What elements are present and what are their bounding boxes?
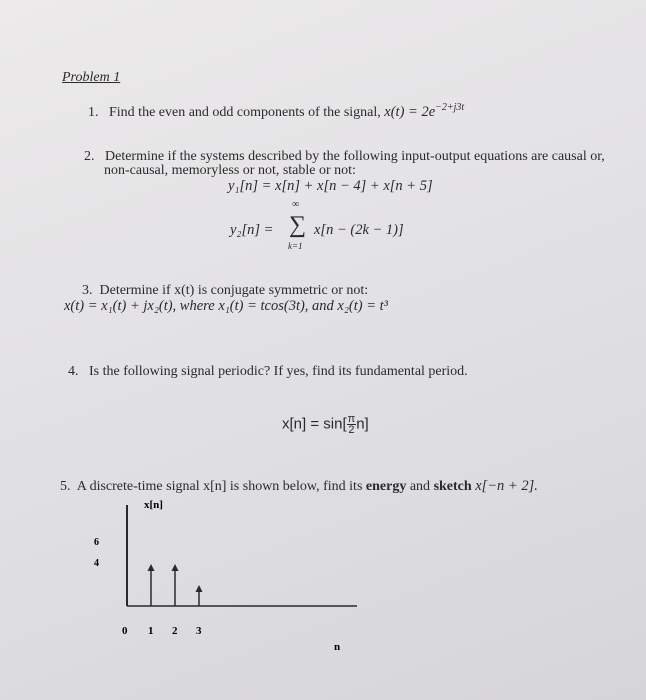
- q1-text: Find the even and odd components of the signal,: [109, 104, 381, 120]
- question-3: [82, 283, 368, 299]
- q3-number: 3.: [82, 283, 93, 298]
- q3-equation: x(t) = x₁(t) + jx₂(t), where x₁(t) = tcos(3t), and x₂(t) = t³: [64, 298, 389, 314]
- q5-expression: x[−n + 2].: [475, 478, 538, 494]
- problem-title: Problem 1: [62, 70, 121, 85]
- q4-equation: x[n] = sin[ $\frac{\pi}{2}$ n]: [282, 413, 369, 436]
- q5-and: and: [409, 479, 431, 494]
- question-5: [60, 478, 538, 495]
- q2-equation-y2-lhs: y₂[n] =: [230, 222, 274, 238]
- q4-number: 4.: [68, 364, 79, 379]
- q4-fraction: $\frac{\pi}{2}$: [347, 413, 356, 436]
- q1-exponent: −2+j3t: [435, 102, 465, 113]
- q2-equation-y2-rhs: x[n − (2k − 1)]: [314, 222, 404, 238]
- q2-sum-sigma: ∑: [289, 212, 307, 238]
- q2-equation-y1: y₁[n] = x[n] + x[n − 4] + x[n + 5]: [228, 178, 433, 194]
- q5-energy: energy: [365, 479, 407, 494]
- stem-arrow-n3: [196, 585, 203, 592]
- x-tick-label: 2: [172, 625, 178, 637]
- stem-arrow-n1: [148, 564, 155, 571]
- q2-text-line1: Determine if the systems described by the following input-output equations are causal or,: [105, 149, 605, 164]
- plot-ylabel: x[n]: [144, 499, 163, 511]
- question-1: [88, 102, 464, 121]
- q5-text: A discrete-time signal x[n] is shown below, find its: [76, 479, 363, 494]
- question-4: [68, 364, 468, 380]
- stem-arrow-n2: [172, 564, 179, 571]
- q1-equation: $x(t) = 2e^{-2+j3t}$: [384, 102, 465, 120]
- plot-xlabel: n: [334, 641, 341, 653]
- y-tick-label: 4: [94, 558, 99, 569]
- q5-number: 5.: [60, 479, 71, 494]
- x-tick-label: 3: [196, 625, 202, 637]
- q5-sketch: sketch: [433, 479, 472, 494]
- q2-sum-upper: ∞: [292, 199, 300, 210]
- q1-number: 1.: [88, 104, 99, 120]
- x-tick-label: 1: [148, 625, 154, 637]
- q2-sum-lower: k=1: [288, 241, 303, 251]
- q3-text: Determine if x(t) is conjugate symmetric or not:: [99, 283, 369, 298]
- x-tick-label: 0: [122, 625, 128, 637]
- q2-number: 2.: [84, 149, 95, 164]
- q4-text: Is the following signal periodic? If yes, find its fundamental period.: [89, 364, 468, 379]
- y-tick-label: 6: [94, 537, 99, 548]
- q2-text-line2: non-causal, memoryless or not, stable or not:: [104, 163, 356, 178]
